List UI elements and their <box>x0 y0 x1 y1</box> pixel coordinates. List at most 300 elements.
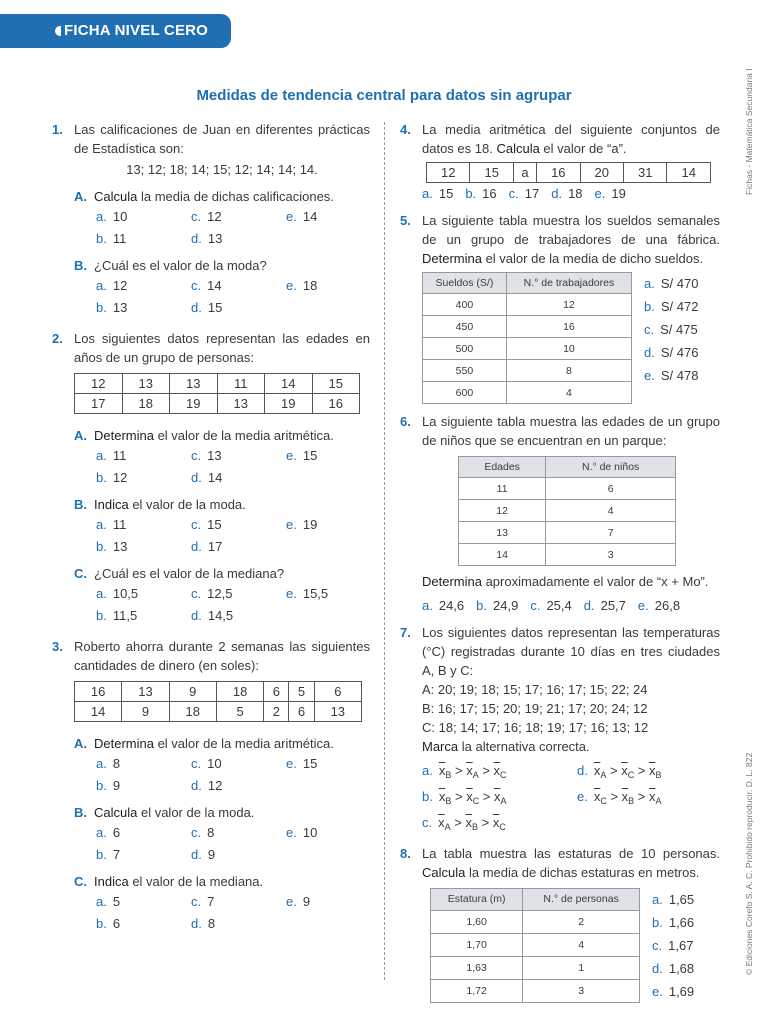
option-letter: d. <box>191 778 202 793</box>
q3-a-options <box>52 753 370 797</box>
question-number: 5. <box>400 213 411 228</box>
table-cell: 13 <box>122 374 170 394</box>
question-4 <box>400 120 720 158</box>
option-value: S/ 470 <box>660 276 699 291</box>
option-letter: b. <box>96 847 107 862</box>
option-letter: a. <box>644 276 655 291</box>
option-letter: b. <box>96 300 107 315</box>
mean-symbol: $\overline{x}$ <box>621 789 629 804</box>
table-cell: a <box>513 163 536 183</box>
option-value: 5 <box>112 894 121 909</box>
question-text: La media aritmética del siguiente conjuntos de datos es 18. <box>422 122 720 156</box>
keyword: Marca <box>422 739 459 754</box>
table-cell: 6 <box>264 682 289 702</box>
keyword: Determina <box>422 574 482 589</box>
table-cell: 3 <box>546 544 676 566</box>
table-cell: 11 <box>217 374 265 394</box>
option-letter: d. <box>191 916 202 931</box>
table-cell: 17 <box>75 394 123 414</box>
gt-sign: > <box>479 789 495 804</box>
q3-part-a <box>52 734 370 753</box>
option-letter: c. <box>191 278 202 293</box>
option-value: 10,5 <box>112 586 139 601</box>
page-title: Medidas de tendencia central para datos sin agrupar <box>196 87 572 104</box>
part-label: B. <box>74 805 87 820</box>
mean-subscript: B <box>655 770 662 780</box>
option-value: 19 <box>611 186 626 201</box>
option <box>96 514 191 536</box>
question-8 <box>400 844 720 882</box>
mean-subscript: A <box>655 796 662 806</box>
table-cell: 14 <box>75 702 122 722</box>
option-letter: c. <box>644 322 655 337</box>
option-letter: e. <box>286 586 297 601</box>
option <box>286 822 381 844</box>
option-value: 11 <box>112 231 127 246</box>
table-row <box>459 522 676 544</box>
part-text: ¿Cuál es el valor de la moda? <box>94 258 267 273</box>
option-value: 24,9 <box>493 598 519 613</box>
option-value: 15 <box>207 300 223 315</box>
table-cell: 10 <box>506 338 631 360</box>
option-letter: e. <box>652 984 663 999</box>
option <box>530 595 571 617</box>
option-value: 13 <box>207 231 223 246</box>
table-header: Edades <box>459 457 546 478</box>
option <box>191 536 286 558</box>
table-cell: 9 <box>169 682 216 702</box>
table-row <box>75 702 362 722</box>
option <box>551 183 582 205</box>
table-cell: 1,72 <box>431 979 523 1002</box>
option-letter: b. <box>96 470 107 485</box>
keyword: Determina <box>422 251 482 266</box>
option-value: 14,5 <box>207 608 234 623</box>
mean-symbol: $\overline{x}$ <box>649 763 656 778</box>
part-text: el valor de la media aritmética. <box>153 428 334 443</box>
option-value: 13 <box>112 539 128 554</box>
mean-subscript: B <box>628 796 635 806</box>
table-header: N.° de personas <box>523 889 640 911</box>
option-letter: d. <box>191 300 202 315</box>
question-text: La tabla muestra las estaturas de 10 personas. <box>422 846 720 861</box>
table-cell: 6 <box>546 478 676 500</box>
option-letter: c. <box>191 448 202 463</box>
mean-subscript: A <box>600 770 607 780</box>
option-value: 18 <box>302 278 318 293</box>
gt-sign: > <box>634 789 650 804</box>
option-letter: a. <box>652 892 663 907</box>
banner-label: FICHA NIVEL CERO <box>64 22 209 39</box>
option-letter: c. <box>191 517 202 532</box>
q5-table-block <box>422 272 720 404</box>
option <box>638 595 680 617</box>
question-1 <box>52 120 370 179</box>
option-letter: a. <box>96 825 107 840</box>
option-value: 6 <box>112 916 121 931</box>
table-row <box>459 478 676 500</box>
option-letter: d. <box>583 598 595 613</box>
option <box>644 364 698 387</box>
question-number: 2. <box>52 331 63 346</box>
option-value: 1,68 <box>668 961 695 976</box>
option-letter: c. <box>191 756 202 771</box>
option-letter: a. <box>422 186 433 201</box>
option-value: 11 <box>112 517 127 532</box>
table-cell: 31 <box>624 163 667 183</box>
option <box>509 183 540 205</box>
gt-sign: > <box>451 763 467 778</box>
table-cell: 450 <box>423 316 507 338</box>
option-letter: e. <box>286 825 297 840</box>
option <box>191 891 286 913</box>
table-cell: 6 <box>289 702 314 722</box>
table-row <box>459 500 676 522</box>
option-letter: d. <box>577 763 588 778</box>
table-cell: 4 <box>546 500 676 522</box>
q6-options <box>400 595 720 617</box>
option <box>286 753 381 775</box>
question-5 <box>400 211 720 268</box>
option-letter: d. <box>191 231 202 246</box>
question-6 <box>400 412 720 450</box>
q3-part-c <box>52 872 370 891</box>
banner-tab-icon <box>55 26 61 36</box>
table-cell: 16 <box>506 316 631 338</box>
q8-height-table <box>430 888 640 1003</box>
q6-instruction <box>400 572 720 591</box>
mean-symbol: $\overline{x}$ <box>438 789 446 804</box>
option-letter: e. <box>286 209 297 224</box>
mean-symbol: $\overline{x}$ <box>621 763 628 778</box>
question-number: 1. <box>52 122 63 137</box>
table-row <box>423 316 632 338</box>
q4-options <box>400 183 720 205</box>
option-value: 11,5 <box>112 608 138 623</box>
option-letter: b. <box>644 299 655 314</box>
option <box>652 888 694 911</box>
instruction-text: aproximadamente el valor de “x + Mo”. <box>481 574 709 589</box>
part-label: A. <box>74 189 87 204</box>
option <box>191 775 286 797</box>
option-value: 16 <box>482 186 497 201</box>
option-letter: b. <box>96 539 107 554</box>
option-value: S/ 476 <box>660 345 699 360</box>
option <box>96 275 191 297</box>
part-text: el valor de la media aritmética. <box>153 736 334 751</box>
mean-subscript: A <box>444 822 451 832</box>
option <box>644 272 698 295</box>
question-3 <box>52 637 370 675</box>
table-row <box>431 910 640 933</box>
option <box>191 228 286 250</box>
option <box>96 297 191 319</box>
option-value: 25,7 <box>600 598 626 613</box>
table-cell: 1,63 <box>431 956 523 979</box>
keyword: Calcula <box>94 189 138 204</box>
mean-subscript: C <box>499 822 506 832</box>
option-letter: d. <box>191 539 202 554</box>
option-value: 6 <box>112 825 121 840</box>
table-row <box>431 979 640 1002</box>
option-value: 19 <box>302 517 318 532</box>
part-label: B. <box>74 497 87 512</box>
option-value: 12 <box>207 778 223 793</box>
data-line-b: B: 16; 17; 15; 20; 19; 21; 17; 20; 24; 12 <box>422 701 648 716</box>
table-cell: 19 <box>170 394 218 414</box>
option <box>191 822 286 844</box>
question-number: 3. <box>52 639 63 654</box>
option-value: 14 <box>207 470 223 485</box>
instruction-text: la alternativa correcta. <box>458 739 590 754</box>
option <box>191 275 286 297</box>
option-value: 15 <box>302 448 318 463</box>
table-cell: 18 <box>122 394 170 414</box>
option <box>286 514 381 536</box>
table-cell: 18 <box>216 682 263 702</box>
table-cell: 5 <box>289 682 314 702</box>
q8-table-block <box>430 888 720 1003</box>
gt-sign: > <box>450 815 466 830</box>
mean-symbol: $\overline{x}$ <box>438 815 445 830</box>
table-cell: 11 <box>459 478 546 500</box>
option-letter: c. <box>191 894 202 909</box>
q3-c-options <box>52 891 370 935</box>
option-letter: a. <box>96 278 107 293</box>
table-cell: 19 <box>265 394 313 414</box>
option <box>465 183 496 205</box>
option-letter: b. <box>422 789 433 804</box>
table-cell: 14 <box>667 163 711 183</box>
option <box>191 445 286 467</box>
option-value: 10 <box>302 825 318 840</box>
table-cell: 600 <box>423 382 507 404</box>
option <box>577 786 727 812</box>
option-letter: e. <box>286 517 297 532</box>
table-row <box>423 360 632 382</box>
data-list: 13; 12; 18; 14; 15; 12; 14; 14; 14. <box>126 162 318 177</box>
table-header-row <box>423 273 632 294</box>
option <box>422 595 464 617</box>
table-cell: 13 <box>459 522 546 544</box>
option-letter: b. <box>96 916 107 931</box>
q1-b-options <box>52 275 370 319</box>
option <box>652 911 694 934</box>
option-value: 13 <box>207 448 222 463</box>
table-cell: 1,60 <box>431 910 523 933</box>
table-cell: 16 <box>537 163 580 183</box>
option-value: 1,67 <box>668 938 694 953</box>
option <box>96 822 191 844</box>
table-cell: 1 <box>523 956 640 979</box>
option-letter: a. <box>96 586 107 601</box>
option-value: 9 <box>207 847 216 862</box>
q8-options <box>652 888 694 1003</box>
table-header-row <box>459 457 676 478</box>
option-letter: b. <box>476 598 487 613</box>
mean-symbol: $\overline{x}$ <box>466 789 473 804</box>
table-cell: 7 <box>546 522 676 544</box>
gt-sign: > <box>451 789 467 804</box>
question-text: Roberto ahorra durante 2 semanas las siguientes cantidades de dinero (en soles): <box>74 639 370 673</box>
option-value: 12 <box>112 470 128 485</box>
option-letter: c. <box>191 209 202 224</box>
option-value: 17 <box>207 539 223 554</box>
option <box>584 595 626 617</box>
question-number: 4. <box>400 122 411 137</box>
q7-options <box>400 760 720 838</box>
table-cell: 16 <box>75 682 122 702</box>
part-text: el valor de la mediana. <box>128 874 264 889</box>
table-cell: 13 <box>122 682 169 702</box>
option-letter: a. <box>96 209 107 224</box>
option-letter: e. <box>644 368 655 383</box>
mean-symbol: $\overline{x}$ <box>593 763 601 778</box>
mean-subscript: C <box>627 770 635 780</box>
option-letter: e. <box>286 894 297 909</box>
option <box>644 341 698 364</box>
option <box>595 183 626 205</box>
table-row <box>431 956 640 979</box>
option-letter: b. <box>465 186 477 201</box>
q6-ages-table <box>458 456 676 566</box>
option-letter: e. <box>577 789 588 804</box>
option-value: 1,69 <box>668 984 695 999</box>
option-letter: c. <box>530 598 541 613</box>
q1-part-a <box>52 187 370 206</box>
part-text: el valor de la moda. <box>128 497 246 512</box>
option-letter: d. <box>652 961 663 976</box>
option <box>476 595 518 617</box>
option <box>191 514 286 536</box>
q2-part-c <box>52 564 370 583</box>
mean-symbol: $\overline{x}$ <box>466 763 473 778</box>
table-cell: 12 <box>506 294 631 316</box>
question-text: La siguiente tabla muestra las edades de un grupo de niños que se encuentran en un parque: <box>422 414 720 448</box>
keyword: Calcula <box>496 141 540 156</box>
option <box>422 786 577 812</box>
table-row <box>75 394 360 414</box>
keyword: Indica <box>94 874 129 889</box>
option-value: 13 <box>112 300 128 315</box>
option-value: 15 <box>302 756 318 771</box>
question-text: la media de dichas estaturas en metros. <box>465 865 700 880</box>
q5-options <box>644 272 698 404</box>
option-value: S/ 475 <box>660 322 698 337</box>
option-value: 15 <box>207 517 222 532</box>
q5-salary-table <box>422 272 632 404</box>
table-cell: 8 <box>506 360 631 382</box>
option-letter: a. <box>422 598 433 613</box>
mean-subscript: A <box>500 796 507 806</box>
q3-data-table <box>74 681 362 722</box>
question-number: 7. <box>400 625 411 640</box>
option-value: 14 <box>207 278 222 293</box>
option-letter: b. <box>96 231 107 246</box>
table-cell: 6 <box>314 682 361 702</box>
table-cell: 12 <box>427 163 470 183</box>
part-label: C. <box>74 874 87 889</box>
table-cell: 12 <box>459 500 546 522</box>
side-caption-top: Fichas - Matemática Secundaria I <box>744 68 754 195</box>
option-value: 7 <box>207 894 215 909</box>
option-value: 10 <box>207 756 222 771</box>
table-cell: 14 <box>265 374 313 394</box>
data-line-c: C: 18; 14; 17; 16; 18; 19; 17; 16; 13; 12 <box>422 720 649 735</box>
q2-a-options <box>52 445 370 489</box>
table-cell: 18 <box>169 702 216 722</box>
question-2 <box>52 329 370 367</box>
option <box>96 913 191 935</box>
question-text: el valor de “a”. <box>539 141 627 156</box>
option-letter: c. <box>191 825 202 840</box>
mean-subscript: C <box>600 796 607 806</box>
table-cell: 3 <box>523 979 640 1002</box>
option-letter: a. <box>96 448 107 463</box>
table-row <box>423 338 632 360</box>
part-label: A. <box>74 736 87 751</box>
table-row <box>75 374 360 394</box>
option-value: 17 <box>524 186 540 201</box>
option-letter: b. <box>96 778 107 793</box>
q3-b-options <box>52 822 370 866</box>
gt-sign: > <box>634 763 650 778</box>
option <box>96 536 191 558</box>
table-cell: 400 <box>423 294 507 316</box>
keyword: Calcula <box>422 865 466 880</box>
option <box>191 913 286 935</box>
option <box>191 583 286 605</box>
question-number: 6. <box>400 414 411 429</box>
option-value: 8 <box>207 916 216 931</box>
option-value: 25,4 <box>546 598 572 613</box>
mean-subscript: A <box>472 770 479 780</box>
option <box>191 844 286 866</box>
mean-subscript: C <box>500 770 507 780</box>
option <box>96 583 191 605</box>
q2-part-b <box>52 495 370 514</box>
option <box>286 583 381 605</box>
keyword: Calcula <box>94 805 138 820</box>
table-row <box>431 933 640 956</box>
option <box>191 467 286 489</box>
option <box>286 206 381 228</box>
option <box>96 605 191 627</box>
table-cell: 1,70 <box>431 933 523 956</box>
right-column <box>400 120 720 1003</box>
option <box>286 445 381 467</box>
table-header: Sueldos (S/) <box>423 273 507 294</box>
option <box>286 891 381 913</box>
option <box>96 891 191 913</box>
table-header-row <box>431 889 640 911</box>
table-cell: 16 <box>312 394 360 414</box>
option-value: 11 <box>112 448 127 463</box>
data-line-a: A: 20; 19; 18; 15; 17; 16; 17; 15; 22; 24 <box>422 682 648 697</box>
keyword: Indica <box>94 497 129 512</box>
table-header: Estatura (m) <box>431 889 523 911</box>
table-row <box>423 294 632 316</box>
option-value: 8 <box>112 756 121 771</box>
option-letter: a. <box>422 763 433 778</box>
q3-part-b <box>52 803 370 822</box>
option-value: 1,66 <box>668 915 695 930</box>
part-text: el valor de la moda. <box>137 805 255 820</box>
option-letter: e. <box>286 448 297 463</box>
q1-a-options <box>52 206 370 250</box>
table-cell: 5 <box>216 702 263 722</box>
table-header: N.° de niños <box>546 457 676 478</box>
